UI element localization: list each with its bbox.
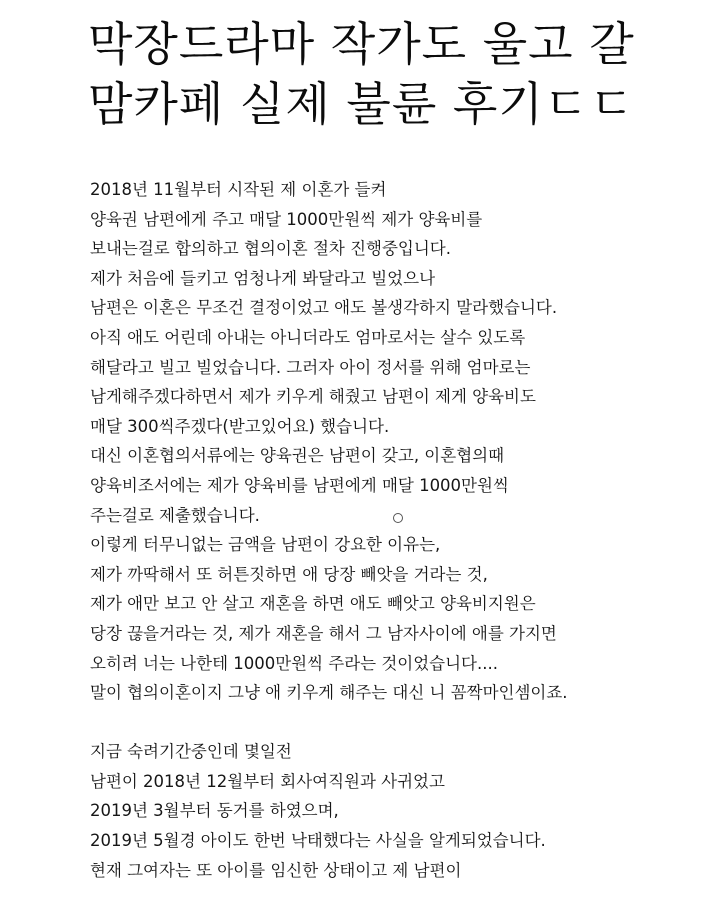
body-line: 해달라고 빌고 빌었습니다. 그러자 아이 정서를 위해 엄마로는 <box>90 357 531 377</box>
body-line: 대신 이혼협의서류에는 양육권은 남편이 갖고, 이혼협의때 <box>90 446 505 466</box>
body-line: 제가 애만 보고 안 살고 재혼을 하면 애도 빼앗고 양육비지원은 <box>90 594 536 614</box>
body-line: 이렇게 터무니없는 금액을 남편이 강요한 이유는, <box>90 535 441 555</box>
body-line: 아직 애도 어린데 아내는 아니더라도 엄마로서는 살수 있도록 <box>90 327 526 347</box>
body-line: 제가 까딱해서 또 허튼짓하면 애 당장 빼앗을 거라는 것, <box>90 564 488 584</box>
body-line: 지금 숙려기간중인데 몇일전 <box>90 742 292 762</box>
post-title <box>88 14 688 134</box>
body-line: 주는걸로 제출했습니다. <box>90 505 260 525</box>
body-line: 남게해주겠다하면서 제가 키우게 해줬고 남편이 제게 양육비도 <box>90 387 536 407</box>
body-line: 2019년 5월경 아이도 한번 낙태했다는 사실을 알게되었습니다. <box>90 831 546 851</box>
body-line: 매달 300씩주겠다(받고있어요) 했습니다. <box>90 416 390 436</box>
body-line: 남편이 2018년 12월부터 회사여직원과 사귀었고 <box>90 771 445 791</box>
body-line: 당장 끊을거라는 것, 제가 재혼을 해서 그 남자사이에 애를 가지면 <box>90 623 557 643</box>
post-body <box>90 175 690 885</box>
body-line: 말이 협의이혼이지 그냥 애 키우게 해주는 대신 니 꼼짝마인셈이죠. <box>90 683 568 703</box>
title-line-2: 맘카페 실제 불륜 후기ㄷㄷ <box>88 77 635 131</box>
body-line: 2019년 3월부터 동거를 하였으며, <box>90 801 339 821</box>
body-line: 보내는걸로 합의하고 협의이혼 절차 진행중입니다. <box>90 239 451 259</box>
title-line-1: 막장드라마 작가도 울고 갈 <box>88 17 635 71</box>
body-line: 양육권 남편에게 주고 매달 1000만원씩 제가 양육비를 <box>90 209 483 229</box>
body-line: 현재 그여자는 또 아이를 임신한 상태이고 제 남편이 <box>90 860 462 880</box>
body-line: 제가 처음에 들키고 엄청나게 봐달라고 빌었으나 <box>90 268 436 288</box>
body-line: 양육비조서에는 제가 양육비를 남편에게 매달 1000만원씩 <box>90 475 509 495</box>
body-line: 남편은 이혼은 무조건 결정이었고 애도 볼생각하지 말라했습니다. <box>90 298 558 318</box>
body-line: 2018년 11월부터 시작된 제 이혼가 들켜 <box>90 180 387 199</box>
paragraph-gap <box>90 708 690 738</box>
circle-marker-icon <box>393 513 403 523</box>
body-line: 오히려 너는 나한테 1000만원씩 주라는 것이었습니다.... <box>90 653 498 673</box>
